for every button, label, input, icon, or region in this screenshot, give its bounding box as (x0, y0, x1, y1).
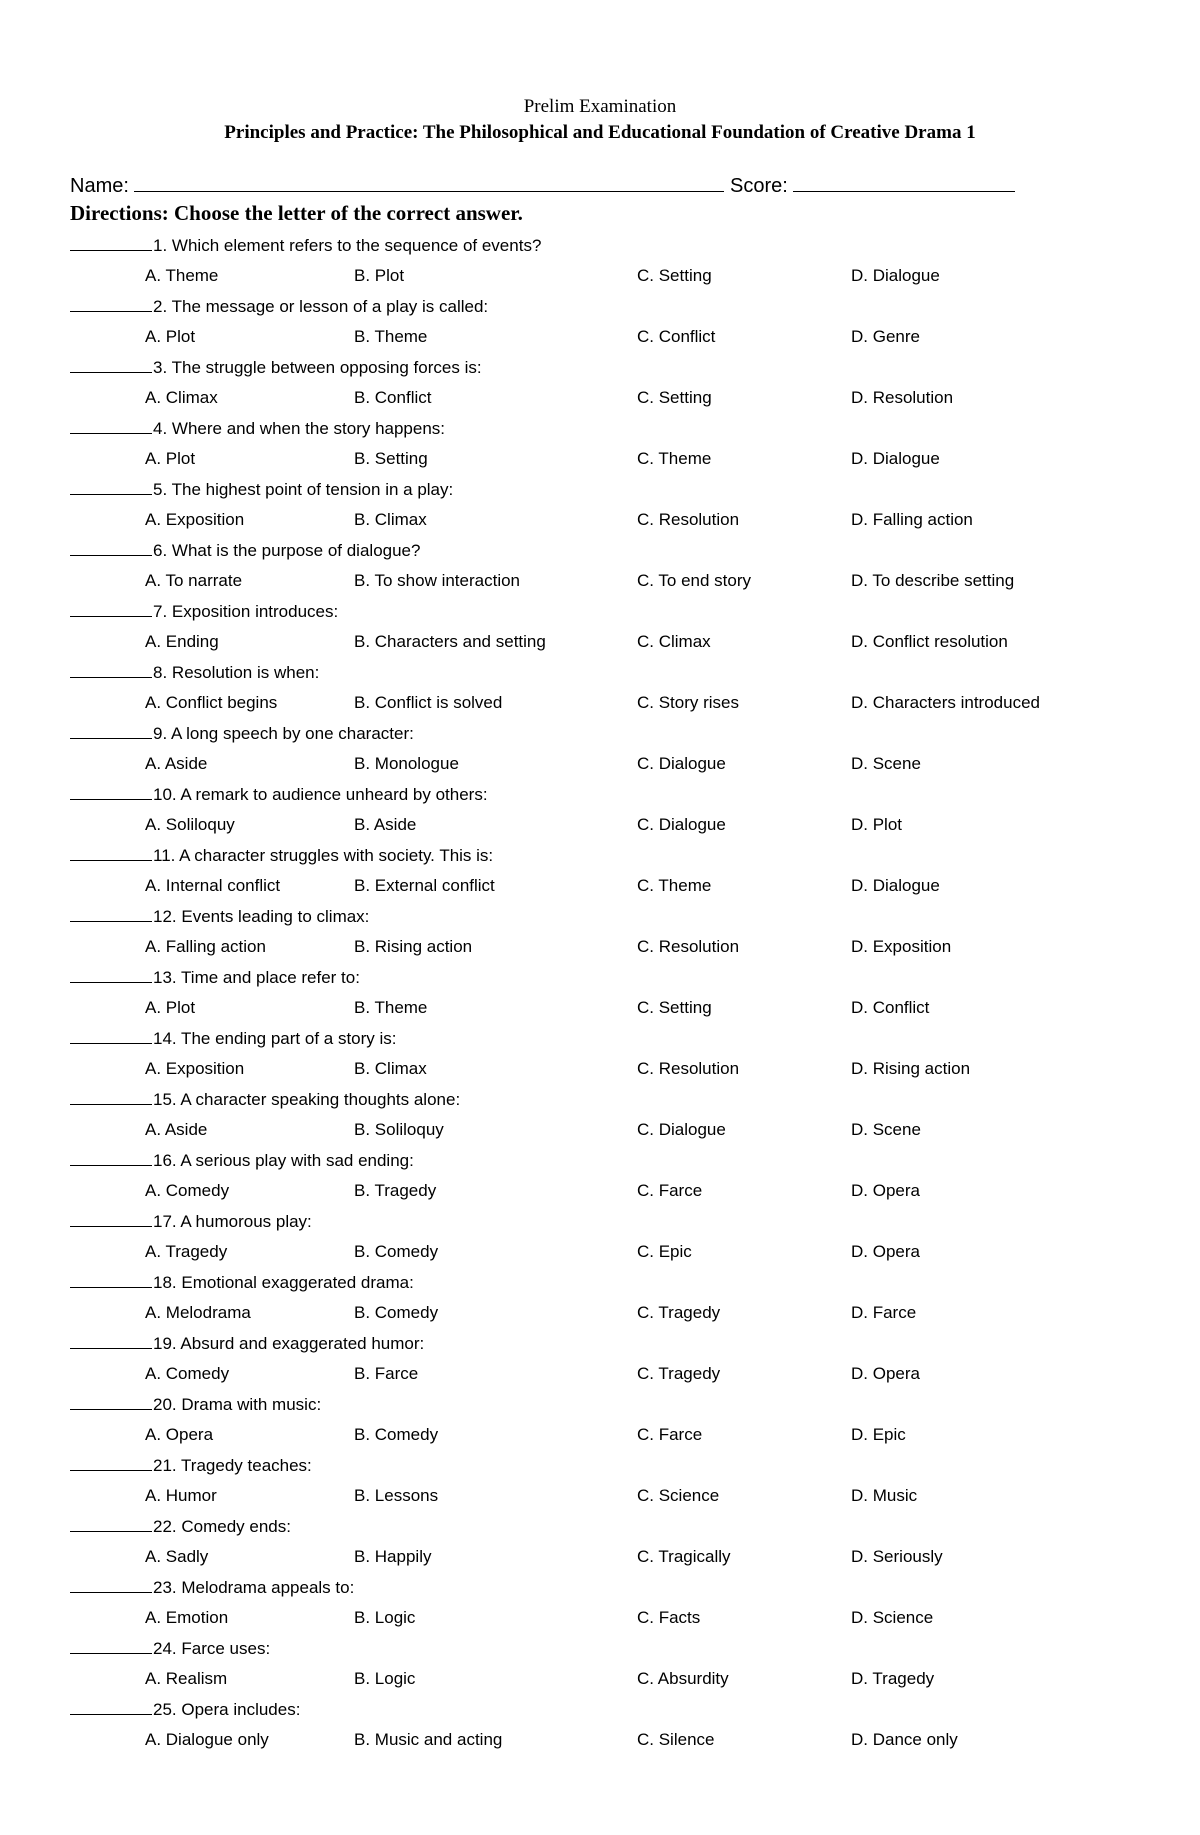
choice-b: B. Conflict (354, 388, 432, 407)
choice-d: D. Conflict resolution (851, 632, 1008, 651)
choice-d: D. Scene (851, 1120, 921, 1139)
choice-a: A. Theme (145, 266, 219, 285)
choice-row (0, 1665, 1200, 1693)
answer-blank[interactable] (70, 903, 152, 922)
name-label: Name: (70, 175, 129, 197)
question-stem (70, 598, 338, 626)
choice-b: B. Tragedy (354, 1181, 437, 1200)
choice-d: D. Seriously (851, 1547, 943, 1566)
choice-a: A. Aside (145, 754, 208, 773)
question-item (0, 964, 1200, 1025)
question-stem (70, 232, 541, 260)
choice-d: D. Characters introduced (851, 693, 1040, 712)
question-item (0, 1086, 1200, 1147)
choice-d: D. Falling action (851, 510, 973, 529)
choice-b: B. Comedy (354, 1303, 439, 1322)
question-stem (70, 1635, 270, 1663)
question-stem (70, 1208, 312, 1236)
question-stem (70, 720, 414, 748)
choice-row (0, 628, 1200, 656)
question-item (0, 1696, 1200, 1757)
answer-blank[interactable] (70, 1574, 152, 1593)
question-stem (70, 537, 420, 565)
question-number: 9. (153, 724, 168, 743)
choice-c: C. To end story (637, 571, 752, 590)
choice-d: D. Music (851, 1486, 918, 1505)
question-number: 23. (153, 1578, 177, 1597)
question-stem (70, 354, 482, 382)
question-number: 6. (153, 541, 168, 560)
choice-row (0, 262, 1200, 290)
question-text: What is the purpose of dialogue? (167, 541, 421, 560)
question-item (0, 1452, 1200, 1513)
answer-blank[interactable] (70, 1696, 152, 1715)
answer-blank[interactable] (70, 781, 152, 800)
choice-row (0, 1299, 1200, 1327)
choice-b: B. Soliloquy (354, 1120, 444, 1139)
question-number: 2. (153, 297, 168, 316)
question-stem (70, 1696, 300, 1724)
choice-b: B. Theme (354, 998, 428, 1017)
question-stem (70, 964, 360, 992)
answer-blank[interactable] (70, 537, 152, 556)
question-number: 24. (153, 1639, 177, 1658)
question-item (0, 232, 1200, 293)
name-score-row (70, 173, 1070, 198)
choice-a: A. Climax (145, 388, 218, 407)
question-text: A character struggles with society. This is: (175, 846, 494, 865)
question-item (0, 1208, 1200, 1269)
question-text: Opera includes: (176, 1700, 301, 1719)
question-number: 17. (153, 1212, 177, 1231)
choice-a: A. Emotion (145, 1608, 229, 1627)
choice-d: D. Rising action (851, 1059, 971, 1078)
choice-a: A. Comedy (145, 1181, 230, 1200)
question-number: 14. (153, 1029, 177, 1048)
question-item (0, 1574, 1200, 1635)
choice-row (0, 994, 1200, 1022)
choice-d: D. Dialogue (851, 449, 940, 468)
question-number: 8. (153, 663, 168, 682)
question-number: 19. (153, 1334, 177, 1353)
question-number: 4. (153, 419, 168, 438)
choice-a: A. Falling action (145, 937, 266, 956)
answer-blank[interactable] (70, 1147, 152, 1166)
question-text: Drama with music: (176, 1395, 322, 1414)
choice-c: C. Tragedy (637, 1364, 721, 1383)
choice-d: D. Dialogue (851, 266, 940, 285)
choice-a: A. Soliloquy (145, 815, 235, 834)
question-number: 20. (153, 1395, 177, 1414)
choice-c: C. Absurdity (637, 1669, 729, 1688)
question-stem (70, 476, 453, 504)
question-stem (70, 1391, 321, 1419)
question-stem (70, 659, 319, 687)
choice-c: C. Silence (637, 1730, 715, 1749)
choice-c: C. Farce (637, 1181, 703, 1200)
question-number: 11. (153, 846, 176, 865)
question-stem (70, 1513, 291, 1541)
choice-d: D. Scene (851, 754, 921, 773)
choice-row (0, 1421, 1200, 1449)
question-stem (70, 903, 369, 931)
answer-blank[interactable] (70, 1635, 152, 1654)
question-item (0, 415, 1200, 476)
question-number: 25. (153, 1700, 177, 1719)
question-number: 22. (153, 1517, 177, 1536)
question-text: A humorous play: (176, 1212, 312, 1231)
question-text: A character speaking thoughts alone: (176, 1090, 461, 1109)
choice-b: B. Lessons (354, 1486, 439, 1505)
choice-c: C. Science (637, 1486, 720, 1505)
question-item (0, 1025, 1200, 1086)
question-text: Tragedy teaches: (176, 1456, 312, 1475)
question-item (0, 903, 1200, 964)
choice-d: D. Genre (851, 327, 920, 346)
question-list (0, 232, 1200, 1757)
choice-d: D. Conflict (851, 998, 930, 1017)
choice-a: A. Aside (145, 1120, 208, 1139)
choice-a: A. Humor (145, 1486, 217, 1505)
answer-blank[interactable] (70, 232, 152, 251)
choice-row (0, 506, 1200, 534)
choice-c: C. Theme (637, 876, 712, 895)
choice-a: A. Sadly (145, 1547, 209, 1566)
choice-a: A. Dialogue only (145, 1730, 269, 1749)
directions: Directions: Choose the letter of the correct answer. (70, 201, 523, 225)
answer-blank[interactable] (70, 1513, 152, 1532)
choice-c: C. Setting (637, 266, 712, 285)
question-stem (70, 415, 445, 443)
choice-d: D. To describe setting (851, 571, 1015, 590)
choice-d: D. Science (851, 1608, 934, 1627)
choice-row (0, 872, 1200, 900)
question-item (0, 1635, 1200, 1696)
question-number: 5. (153, 480, 168, 499)
choice-b: B. Setting (354, 449, 428, 468)
question-text: Emotional exaggerated drama: (176, 1273, 414, 1292)
choice-b: B. Music and acting (354, 1730, 503, 1749)
choice-c: C. Dialogue (637, 1120, 726, 1139)
choice-d: D. Farce (851, 1303, 917, 1322)
choice-d: D. Tragedy (851, 1669, 935, 1688)
choice-c: C. Tragically (637, 1547, 731, 1566)
choice-d: D. Dance only (851, 1730, 958, 1749)
choice-b: B. Monologue (354, 754, 459, 773)
question-item (0, 1147, 1200, 1208)
choice-c: C. Conflict (637, 327, 716, 346)
choice-row (0, 933, 1200, 961)
choice-row (0, 1604, 1200, 1632)
question-text: The highest point of tension in a play: (167, 480, 454, 499)
answer-blank[interactable] (70, 1269, 152, 1288)
choice-row (0, 750, 1200, 778)
question-text: A remark to audience unheard by others: (176, 785, 488, 804)
question-text: Absurd and exaggerated humor: (176, 1334, 425, 1353)
choice-row (0, 1238, 1200, 1266)
score-field[interactable] (793, 173, 1015, 192)
question-text: Comedy ends: (176, 1517, 291, 1536)
question-text: Where and when the story happens: (167, 419, 446, 438)
choice-a: A. Plot (145, 998, 196, 1017)
choice-b: B. Happily (354, 1547, 432, 1566)
choice-a: A. Realism (145, 1669, 228, 1688)
question-stem (70, 781, 488, 809)
question-number: 13. (153, 968, 177, 987)
question-number: 21. (153, 1456, 177, 1475)
answer-blank[interactable] (70, 659, 152, 678)
question-text: Resolution is when: (167, 663, 320, 682)
question-number: 7. (153, 602, 168, 621)
answer-blank[interactable] (70, 964, 152, 983)
choice-c: C. Setting (637, 388, 712, 407)
choice-row (0, 811, 1200, 839)
choice-a: A. Ending (145, 632, 219, 651)
choice-b: B. Climax (354, 510, 427, 529)
answer-blank[interactable] (70, 1452, 152, 1471)
choice-a: A. Plot (145, 327, 196, 346)
choice-row (0, 1055, 1200, 1083)
choice-row (0, 1360, 1200, 1388)
question-text: Time and place refer to: (176, 968, 360, 987)
choice-row (0, 323, 1200, 351)
choice-c: C. Dialogue (637, 815, 726, 834)
choice-a: A. Melodrama (145, 1303, 251, 1322)
choice-row (0, 567, 1200, 595)
choice-b: B. Logic (354, 1608, 416, 1627)
question-text: The ending part of a story is: (176, 1029, 397, 1048)
answer-blank[interactable] (70, 1391, 152, 1410)
choice-c: C. Dialogue (637, 754, 726, 773)
question-item (0, 842, 1200, 903)
answer-blank[interactable] (70, 1208, 152, 1227)
choice-b: B. Farce (354, 1364, 419, 1383)
course-title: Principles and Practice: The Philosophical and Educational Foundation of Creative Drama 1 (224, 122, 976, 143)
answer-blank[interactable] (70, 476, 152, 495)
choice-c: C. Farce (637, 1425, 703, 1444)
choice-d: D. Opera (851, 1181, 920, 1200)
question-item (0, 354, 1200, 415)
question-stem (70, 842, 493, 870)
choice-c: C. Tragedy (637, 1303, 721, 1322)
question-stem (70, 1452, 312, 1480)
choice-d: D. Opera (851, 1242, 920, 1261)
question-text: A serious play with sad ending: (176, 1151, 414, 1170)
question-stem (70, 1086, 460, 1114)
choice-row (0, 1543, 1200, 1571)
choice-a: A. To narrate (145, 571, 243, 590)
answer-blank[interactable] (70, 415, 152, 434)
question-stem (70, 1574, 354, 1602)
answer-blank[interactable] (70, 1086, 152, 1105)
question-item (0, 537, 1200, 598)
name-field[interactable] (134, 173, 724, 192)
answer-blank[interactable] (70, 1025, 152, 1044)
choice-d: D. Plot (851, 815, 903, 834)
choice-b: B. To show interaction (354, 571, 520, 590)
question-item (0, 1513, 1200, 1574)
choice-row (0, 384, 1200, 412)
question-stem (70, 1330, 424, 1358)
choice-b: B. External conflict (354, 876, 495, 895)
choice-c: C. Resolution (637, 1059, 740, 1078)
choice-b: B. Conflict is solved (354, 693, 503, 712)
question-text: Exposition introduces: (167, 602, 339, 621)
question-number: 18. (153, 1273, 177, 1292)
choice-a: A. Conflict begins (145, 693, 278, 712)
choice-d: D. Dialogue (851, 876, 940, 895)
choice-a: A. Exposition (145, 510, 245, 529)
choice-b: B. Rising action (354, 937, 473, 956)
question-text: Which element refers to the sequence of events? (167, 236, 542, 255)
choice-b: B. Comedy (354, 1425, 439, 1444)
question-item (0, 659, 1200, 720)
choice-d: D. Epic (851, 1425, 906, 1444)
question-text: Farce uses: (176, 1639, 271, 1658)
choice-a: A. Comedy (145, 1364, 230, 1383)
question-item (0, 476, 1200, 537)
choice-c: C. Resolution (637, 510, 740, 529)
choice-c: C. Climax (637, 632, 711, 651)
choice-b: B. Characters and setting (354, 632, 546, 651)
choice-c: C. Setting (637, 998, 712, 1017)
choice-b: B. Climax (354, 1059, 427, 1078)
question-text: The message or lesson of a play is called: (167, 297, 489, 316)
choice-c: C. Theme (637, 449, 712, 468)
question-number: 12. (153, 907, 177, 926)
answer-blank[interactable] (70, 842, 152, 861)
question-stem (70, 1147, 414, 1175)
choice-d: D. Opera (851, 1364, 920, 1383)
choice-c: C. Resolution (637, 937, 740, 956)
choice-b: B. Aside (354, 815, 417, 834)
answer-blank[interactable] (70, 598, 152, 617)
choice-a: A. Exposition (145, 1059, 245, 1078)
question-item (0, 781, 1200, 842)
choice-c: C. Epic (637, 1242, 692, 1261)
choice-row (0, 1116, 1200, 1144)
answer-blank[interactable] (70, 1330, 152, 1349)
question-text: Events leading to climax: (176, 907, 370, 926)
question-item (0, 598, 1200, 659)
question-number: 3. (153, 358, 168, 377)
question-text: The struggle between opposing forces is: (167, 358, 482, 377)
choice-b: B. Logic (354, 1669, 416, 1688)
choice-row (0, 1482, 1200, 1510)
answer-blank[interactable] (70, 293, 152, 312)
question-number: 16. (153, 1151, 177, 1170)
choice-a: A. Opera (145, 1425, 214, 1444)
choice-c: C. Story rises (637, 693, 740, 712)
choice-a: A. Internal conflict (145, 876, 281, 895)
choice-a: A. Tragedy (145, 1242, 228, 1261)
question-number: 15. (153, 1090, 177, 1109)
score-label: Score: (730, 175, 788, 197)
question-number: 10. (153, 785, 177, 804)
choice-b: B. Theme (354, 327, 428, 346)
question-text: Melodrama appeals to: (176, 1578, 355, 1597)
question-stem (70, 293, 488, 321)
choice-row (0, 1726, 1200, 1754)
answer-blank[interactable] (70, 354, 152, 373)
choice-b: B. Plot (354, 266, 405, 285)
choice-d: D. Resolution (851, 388, 954, 407)
choice-c: C. Facts (637, 1608, 701, 1627)
question-item (0, 1330, 1200, 1391)
question-text: A long speech by one character: (167, 724, 414, 743)
choice-row (0, 445, 1200, 473)
question-item (0, 293, 1200, 354)
answer-blank[interactable] (70, 720, 152, 739)
question-stem (70, 1025, 397, 1053)
question-item (0, 1269, 1200, 1330)
choice-d: D. Exposition (851, 937, 952, 956)
exam-title: Prelim Examination (523, 96, 677, 117)
question-stem (70, 1269, 414, 1297)
choice-a: A. Plot (145, 449, 196, 468)
choice-row (0, 1177, 1200, 1205)
question-item (0, 720, 1200, 781)
question-number: 1. (153, 236, 168, 255)
question-item (0, 1391, 1200, 1452)
choice-b: B. Comedy (354, 1242, 439, 1261)
choice-row (0, 689, 1200, 717)
